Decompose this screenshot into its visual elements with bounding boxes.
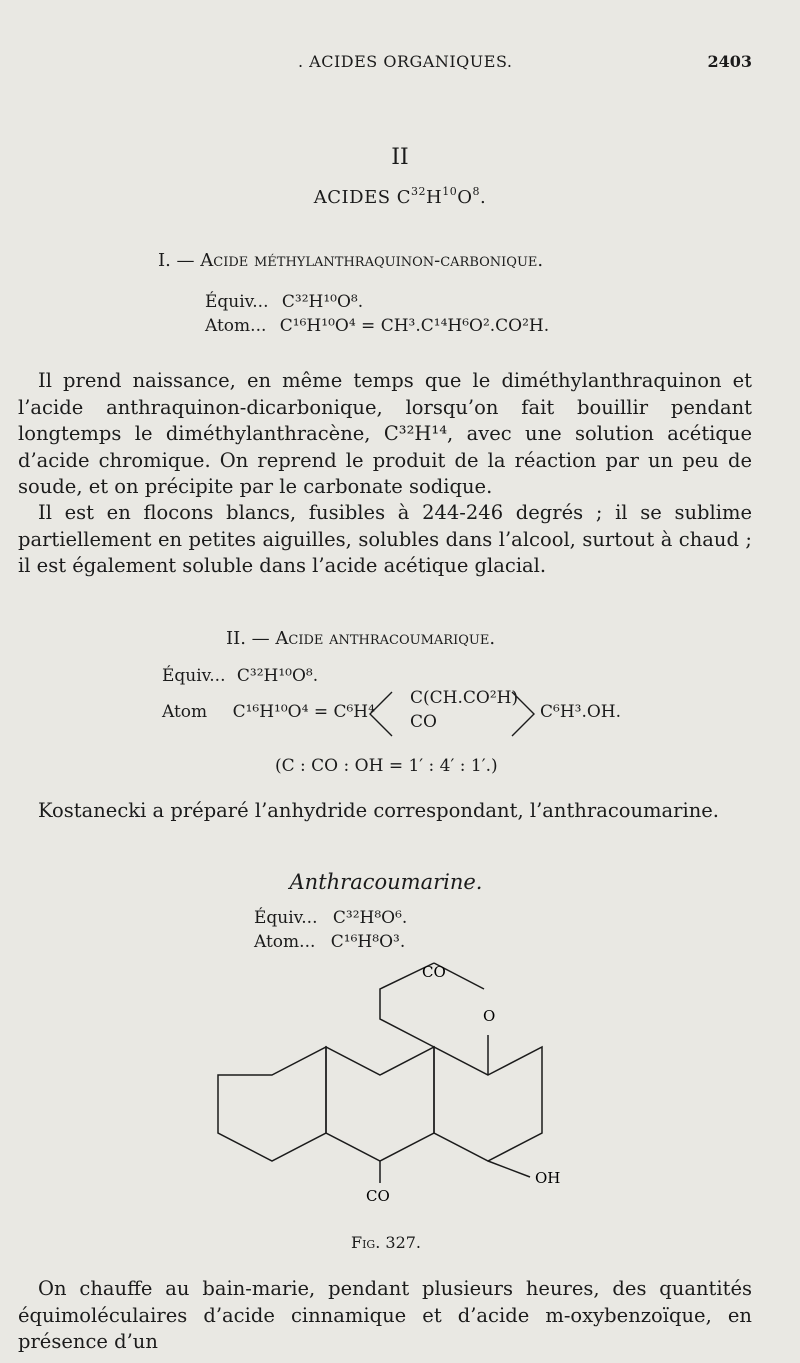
atom-label: Atom [162,702,208,722]
acid2-heading: II. — Acide anthracoumarique. [226,628,496,649]
acid2-atom-formula-top: C(CH.CO²H) [410,688,519,708]
acid1-heading: I. — Acide méthylanthraquinon-carbonique. [158,250,544,271]
atom-formula: C¹⁶H⁸O³. [330,932,406,952]
acid1-paragraph-2: Il est en flocons blancs, fusibles à 244-246 degrés ; il se sublime partiellement en petites aiguilles, solubles dans l’alcool, surtout à chaud ; il est également soluble dans l’acide acétique glacial. [18,501,752,577]
ring-1 [218,1047,326,1161]
atom-formula: C¹⁶H¹⁰O⁴ = CH³.C¹⁴H⁶O².CO²H. [279,316,550,336]
label-oh: OH [535,1169,561,1187]
label-co-bottom: CO [366,1187,390,1205]
acid1-paragraph-1: Il prend naissance, en même temps que le diméthylanthraquinon et l’acide anthraquinon-dicarbonique, lorsqu’on fait bouillir pendant longtemps le diméthylanthracène, C³²H¹⁴, avec une solution acétique d’acide chromique. On reprend le produit de la réaction par un peu de soude, et on précipite par le carbonate sodique. [18,369,752,498]
label-co-top: CO [422,963,446,981]
label-ring-oxygen: O [483,1007,496,1025]
atom-label: Atom... [254,932,316,952]
figure-caption: Fig. 327. [350,1233,422,1252]
ring-bonds [218,963,542,1183]
oh-bond [488,1161,530,1177]
anthracoumarine-title: Anthracoumarine. [289,870,483,894]
acid2-positions: (C : CO : OH = 1′ : 4′ : 1′.) [275,756,498,776]
equiv-label: Équiv... [254,908,318,928]
acid1-atom [205,316,549,336]
final-paragraph: On chauffe au bain-marie, pendant plusieurs heures, des quantités équimoléculaires d’acide cinnamique et d’acide m-oxybenzoïque, en présence d’un [18,1277,752,1353]
anthracoumarine-structure-diagram [200,955,600,1230]
acid2-equiv [162,666,318,686]
anthracoumarine-atom [254,932,405,952]
page-number: 2403 [707,52,752,71]
equiv-label: Équiv... [162,666,226,686]
atom-label: Atom... [205,316,267,336]
acid2-atom-formula-right: C⁶H³.OH. [540,702,622,722]
section-title: ACIDES $C^{32}H^{10}O^8$. [313,185,487,208]
anthracoumarine-equiv [254,908,407,928]
atom-formula-left: C¹⁶H¹⁰O⁴ = C⁶H⁴ [232,702,375,722]
acid2-atom-formula-bottom: CO [410,712,437,732]
acid2-atom [162,702,375,722]
equiv-formula: C³²H¹⁰O⁸. [236,666,319,686]
acid2-paragraph: Kostanecki a préparé l’anhydride correspondant, l’anthracoumarine. [38,799,720,822]
equiv-formula: C³²H¹⁰O⁸. [281,292,364,312]
ring-2 [326,1047,434,1161]
equiv-label: Équiv... [205,292,269,312]
equiv-formula: C³²H⁸O⁶. [332,908,408,928]
acid1-equiv [205,292,363,312]
section-numeral: II [391,145,409,170]
running-header [0,52,800,78]
running-title: . ACIDES ORGANIQUES. [298,52,513,71]
